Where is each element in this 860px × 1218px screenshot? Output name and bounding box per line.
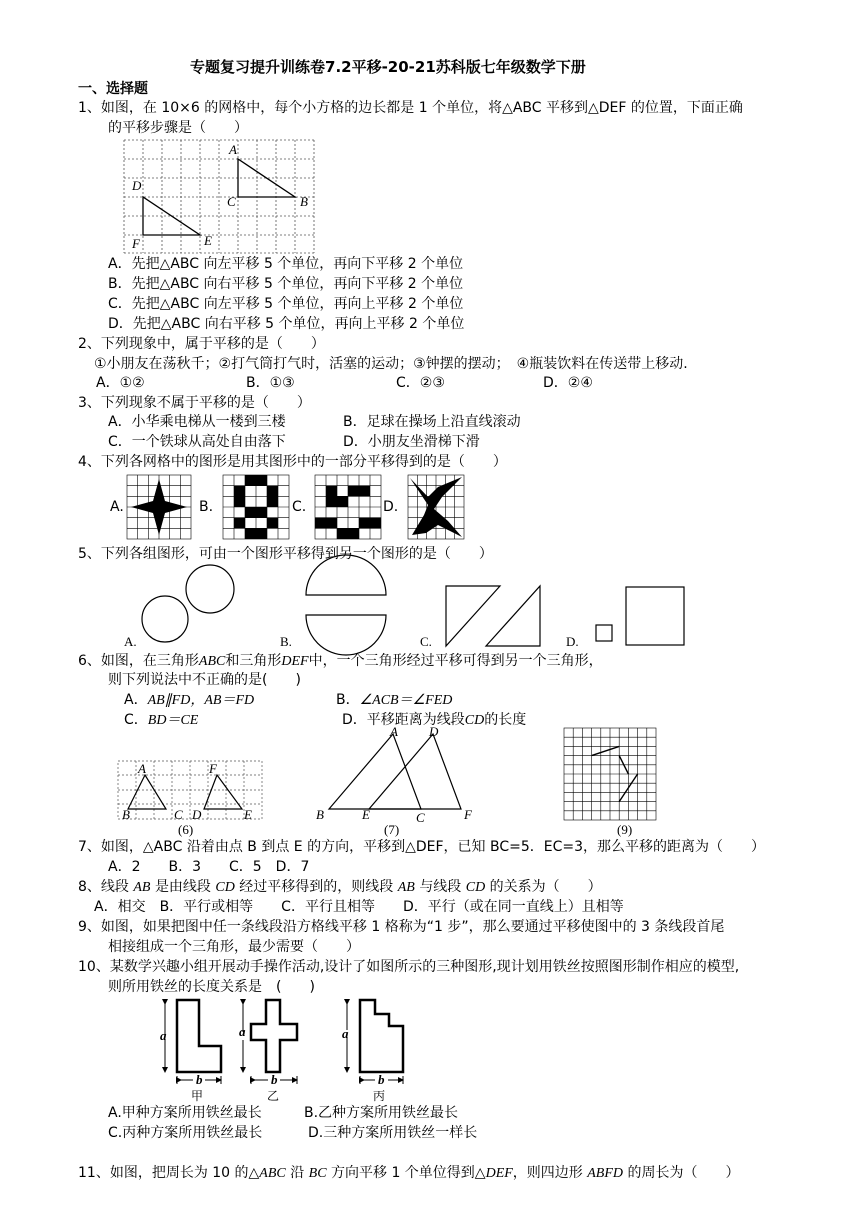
q5-option-c-label: C. bbox=[420, 634, 432, 649]
fig6-label-e: E bbox=[244, 807, 252, 822]
q8-options: A．相交 B．平行或相等 C．平行且相等 D．平行（或在同一直线上）且相等 bbox=[94, 899, 624, 915]
fig6-label-f: F bbox=[209, 761, 217, 776]
q10-label-a-bing: a bbox=[342, 1026, 349, 1041]
q7-options: A．2 B．3 C．5 D．7 bbox=[108, 859, 310, 875]
q9-stem-cont: 相接组成一个三角形，最少需要（ ） bbox=[108, 939, 360, 955]
q3-option-d: D．小朋友坐滑梯下滑 bbox=[343, 434, 480, 450]
q4-stem: 4、下列各网格中的图形是用其图形中的一部分平移得到的是（ ） bbox=[78, 454, 507, 470]
fig6-label-a: A bbox=[138, 761, 146, 776]
q10-option-a: A.甲种方案所用铁丝最长 bbox=[108, 1105, 262, 1121]
q1-stem: 1、如图，在 10×6 的网格中，每个小方格的边长都是 1 个单位，将△ABC 平移到△DEF 的位置，下面正确 bbox=[78, 100, 743, 116]
figure-6 bbox=[116, 759, 266, 829]
q4-option-b-label: B. bbox=[199, 499, 214, 515]
q6-option-a: A．AB∥FD，AB＝FD bbox=[124, 692, 255, 708]
label-c: C bbox=[227, 194, 236, 209]
q10-name-bing: 丙 bbox=[373, 1089, 386, 1103]
q10-figures bbox=[155, 996, 455, 1104]
q11-stem: 11、如图，把周长为 10 的△ABC 沿 BC 方向平移 1 个单位得到△DEF，则四边形 ABFD 的周长为（ ） bbox=[78, 1165, 740, 1181]
figure-7-caption: (7) bbox=[384, 822, 400, 837]
page-title: 专题复习提升训练卷7.2平移-20-21苏科版七年级数学下册 bbox=[190, 58, 586, 76]
triangle-def bbox=[143, 197, 200, 235]
q6-option-d: D．平移距离为线段CD的长度 bbox=[342, 712, 527, 728]
q4-figure-b bbox=[223, 475, 289, 539]
figure-7 bbox=[312, 724, 482, 825]
q3-stem: 3、下列现象不属于平移的是（ ） bbox=[78, 395, 311, 411]
q5-stem: 5、下列各组图形，可由一个图形平移得到另一个图形的是（ ） bbox=[78, 546, 493, 562]
q5-figure-c bbox=[444, 584, 554, 654]
fig7-label-a: A bbox=[390, 724, 398, 739]
q2-option-b: B．①③ bbox=[246, 375, 295, 391]
label-a: A bbox=[229, 142, 237, 157]
label-f: F bbox=[132, 236, 140, 251]
q6-stem-cont: 则下列说法中不正确的是( ) bbox=[108, 672, 301, 688]
fig7-label-b: B bbox=[316, 807, 324, 822]
q10-option-c: C.丙种方案所用铁丝最长 bbox=[108, 1125, 263, 1141]
q1-option-d: D．先把△ABC 向右平移 5 个单位，再向上平移 2 个单位 bbox=[108, 316, 465, 332]
q10-stem-cont: 则所用铁丝的长度关系是 ( ) bbox=[108, 979, 315, 995]
q5-option-d-label: D. bbox=[566, 634, 579, 649]
q4-figure-c bbox=[315, 475, 381, 539]
figure-9 bbox=[564, 728, 660, 824]
q3-option-a: A．小华乘电梯从一楼到三楼 bbox=[108, 414, 286, 430]
q10-name-jia: 甲 bbox=[191, 1089, 204, 1103]
fig7-label-f: F bbox=[464, 807, 472, 822]
q5-option-b-label: B. bbox=[280, 634, 292, 649]
section-heading: 一、选择题 bbox=[78, 81, 148, 97]
q5-figure-d bbox=[594, 583, 694, 649]
q4-option-c-label: C. bbox=[292, 499, 307, 515]
q4-option-a-label: A. bbox=[110, 499, 124, 515]
q2-stem: 2、下列现象中，属于平移的是（ ） bbox=[78, 336, 325, 352]
q10-label-b-yi: b bbox=[271, 1072, 278, 1087]
label-b: B bbox=[300, 194, 308, 209]
q2-option-a: A．①② bbox=[96, 375, 145, 391]
q3-option-c: C．一个铁球从高处自由落下 bbox=[108, 434, 286, 450]
fig7-label-e: E bbox=[362, 807, 370, 822]
q2-option-d: D．②④ bbox=[543, 375, 593, 391]
q10-name-yi: 乙 bbox=[267, 1089, 280, 1103]
q6-option-c: C．BD＝CE bbox=[124, 712, 199, 728]
label-e: E bbox=[204, 233, 212, 248]
q2-option-c: C．②③ bbox=[396, 375, 445, 391]
q10-option-b: B.乙种方案所用铁丝最长 bbox=[304, 1105, 459, 1121]
q6-option-b: B．∠ACB＝∠FED bbox=[336, 692, 453, 708]
fig7-label-d: D bbox=[429, 724, 439, 739]
q10-option-d: D.三种方案所用铁丝一样长 bbox=[308, 1125, 478, 1141]
q4-figure-a bbox=[127, 475, 191, 539]
fig7-label-c: C bbox=[416, 810, 425, 825]
fig6-label-b: B bbox=[122, 807, 130, 822]
q1-option-b: B．先把△ABC 向右平移 5 个单位，再向下平移 2 个单位 bbox=[108, 276, 464, 292]
q2-items: ①小朋友在荡秋千；②打气筒打气时，活塞的运动；③钟摆的摆动； ④瓶装饮料在传送带上移动. bbox=[94, 356, 688, 372]
q1-stem-cont: 的平移步骤是（ ） bbox=[108, 120, 248, 136]
triangle-abc bbox=[238, 159, 295, 197]
q5-figure-b bbox=[304, 578, 390, 652]
q10-label-b-jia: b bbox=[196, 1072, 203, 1087]
q6-stem: 6、如图，在三角形ABC和三角形DEF中，一个三角形经过平移可得到另一个三角形， bbox=[78, 653, 603, 669]
q5-option-a-label: A. bbox=[124, 634, 137, 649]
q4-figure-d bbox=[408, 475, 464, 539]
label-d: D bbox=[132, 178, 142, 193]
q10-label-a-jia: a bbox=[160, 1028, 167, 1043]
figure-6-caption: (6) bbox=[178, 822, 194, 837]
figure-9-caption: (9) bbox=[617, 822, 633, 837]
q7-stem: 7、如图，△ABC 沿着由点 B 到点 E 的方向，平移到△DEF，已知 BC=5．EC=3，那么平移的距离为（ ） bbox=[78, 839, 766, 855]
q10-label-b-bing: b bbox=[378, 1072, 385, 1087]
q1-option-c: C．先把△ABC 向左平移 5 个单位，再向上平移 2 个单位 bbox=[108, 296, 464, 312]
q8-stem: 8、线段 AB 是由线段 CD 经过平移得到的，则线段 AB 与线段 CD 的关系为（ ） bbox=[78, 879, 602, 895]
q1-grid-figure bbox=[122, 138, 322, 258]
fig6-label-c: C bbox=[174, 807, 183, 822]
q5-figure-a bbox=[136, 562, 256, 652]
q1-option-a: A．先把△ABC 向左平移 5 个单位，再向下平移 2 个单位 bbox=[108, 256, 464, 272]
q4-option-d-label: D. bbox=[383, 499, 399, 515]
q9-stem: 9、如图，如果把图中任一条线段沿方格线平移 1 格称为“1 步”，那么要通过平移使图中的 3 条线段首尾 bbox=[78, 919, 725, 935]
q3-option-b: B．足球在操场上沿直线滚动 bbox=[343, 414, 521, 430]
q10-label-a-yi: a bbox=[239, 1024, 246, 1039]
fig6-label-d: D bbox=[192, 807, 202, 822]
q10-stem: 10、某数学兴趣小组开展动手操作活动,设计了如图所示的三种图形,现计划用铁丝按照图形制作相应的模型, bbox=[78, 959, 740, 975]
